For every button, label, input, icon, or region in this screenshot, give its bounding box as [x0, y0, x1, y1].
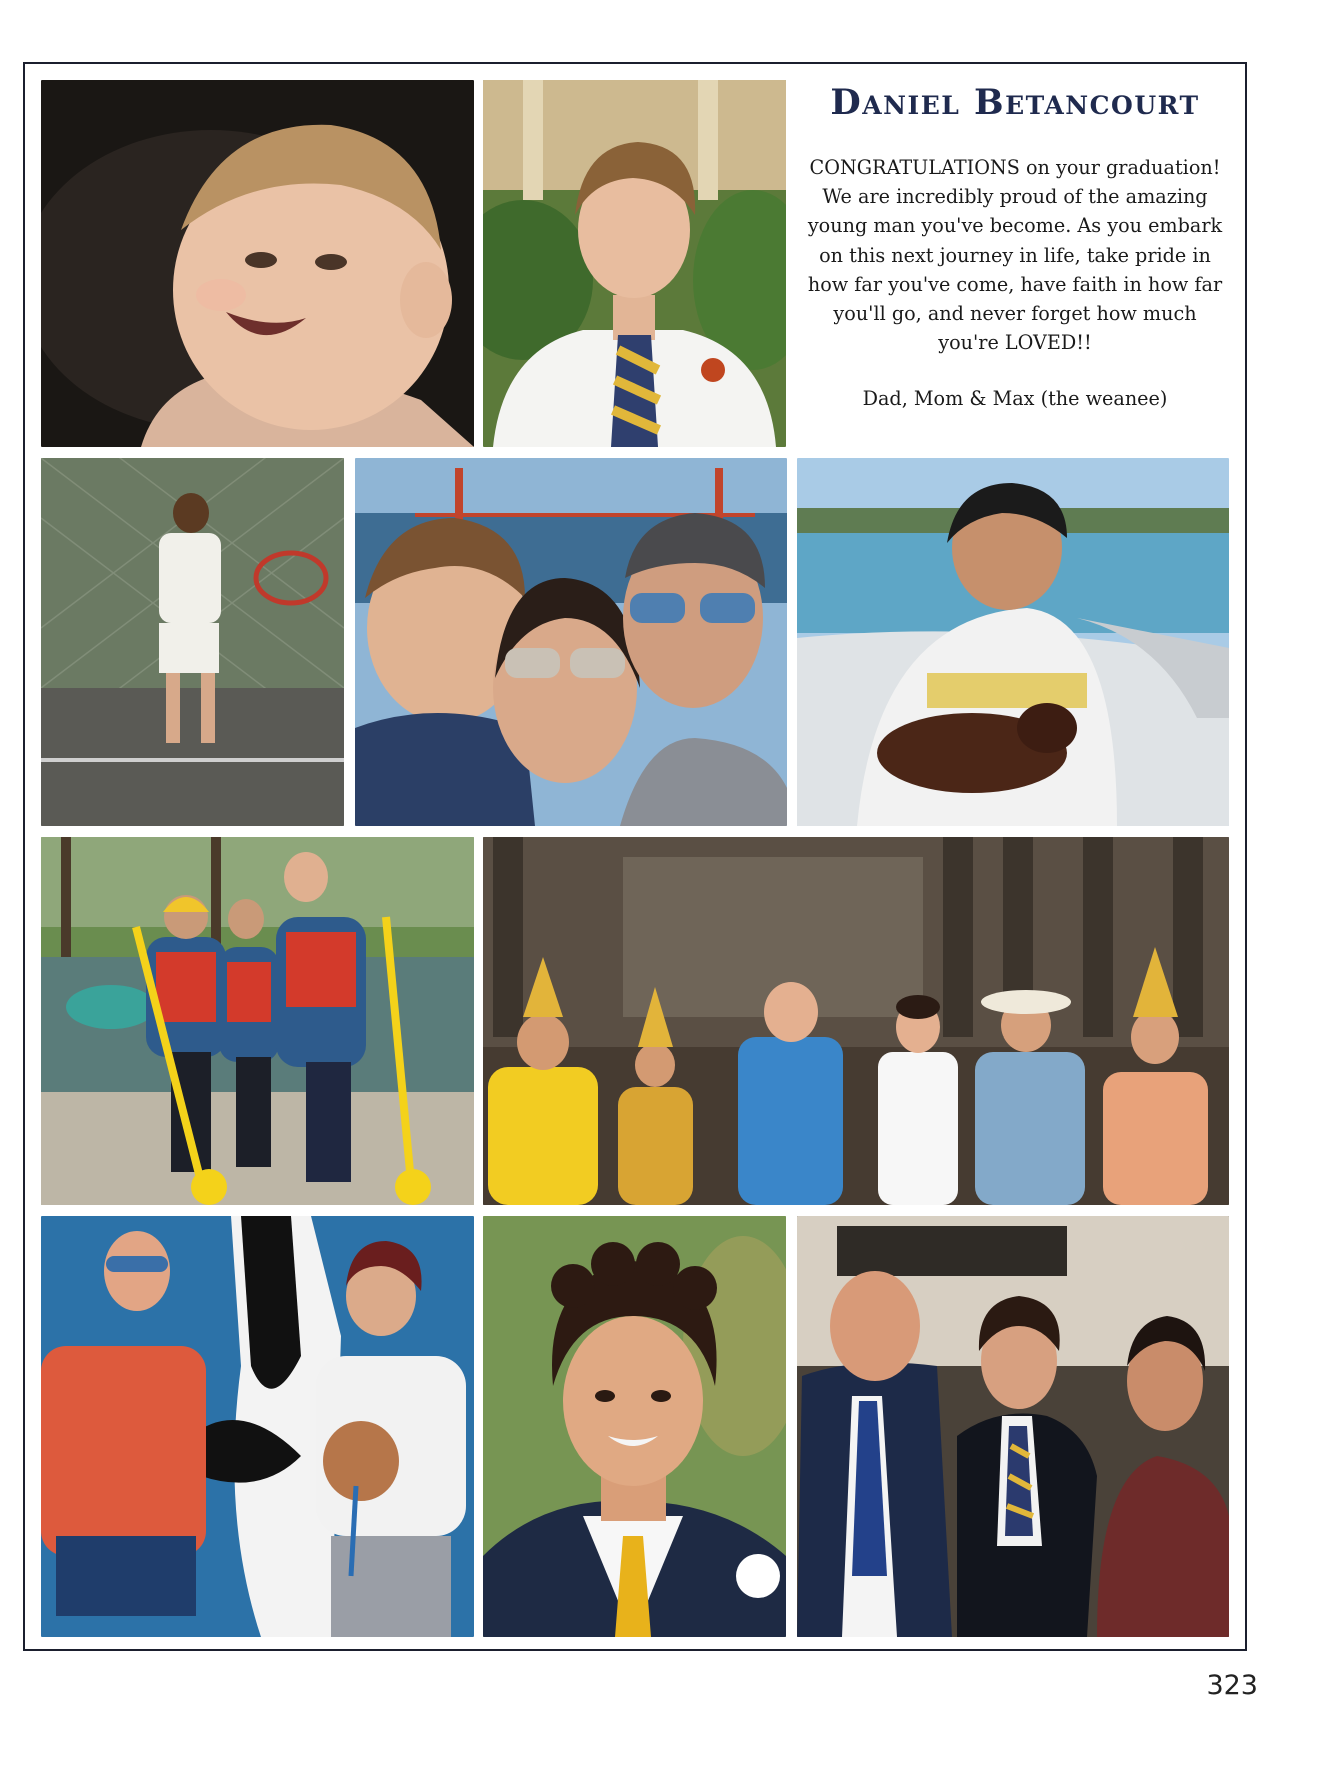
graduate-name: Daniel Betancourt: [830, 82, 1200, 123]
photo-tennis-player: [41, 458, 344, 826]
photo-boy-on-boat-with-dog: [797, 458, 1229, 826]
congratulations-message: CONGRATULATIONS on your graduation! We are incredibly proud of the amazing young man you've become. As you embark on this next journey in life, take pride in how far you've come, have faith in how far you'll go, and never forget how much you're LOVED!!: [807, 156, 1223, 355]
photo-family-at-graduation: [797, 1216, 1229, 1637]
signature: Dad, Mom & Max (the weanee): [862, 387, 1168, 411]
photo-baby-smiling: [41, 80, 474, 447]
photo-graduation-portrait: [483, 1216, 786, 1637]
page-number: 323: [1206, 1670, 1258, 1701]
photo-boy-school-uniform: [483, 80, 786, 447]
photo-golden-gate-selfie: [355, 458, 787, 826]
photo-temple-dancers: [483, 837, 1229, 1205]
photo-orca-statue-with-dog: [41, 1216, 474, 1637]
photo-rafting-family: [41, 837, 474, 1205]
tribute-text-block: [800, 80, 1230, 448]
